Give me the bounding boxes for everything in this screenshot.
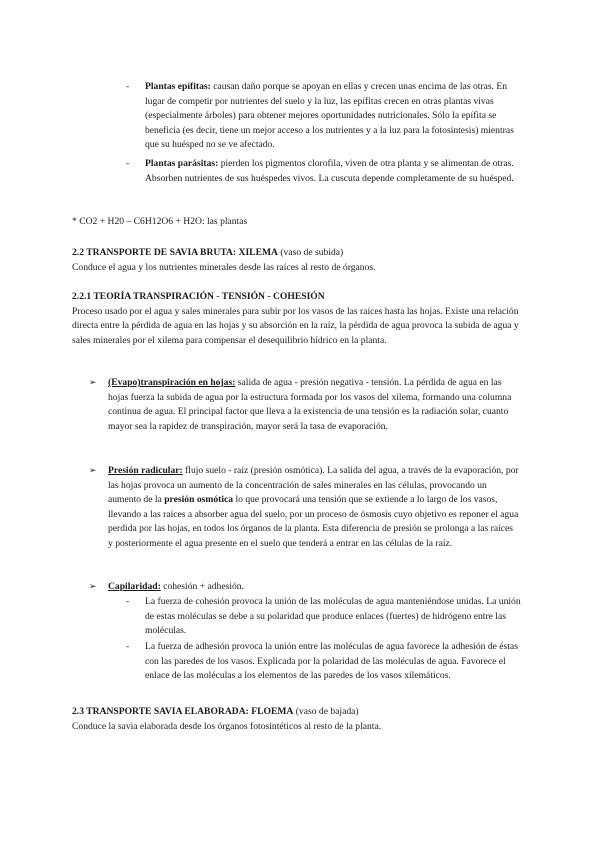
section-2-3 <box>72 705 532 734</box>
section-2-2-1-body: Proceso usado por el agua y sales minerales para subir por los vasos de las raíces hasta las hojas. Existe una relación directa entre la pérdida de agua en las hojas y su absorción en la raíz, la pérdida de agua provoca la subida de agua y sales minerales por el xilema para compensar el desequilibrio hídrico en la planta. <box>72 305 519 346</box>
term-parasitas: Plantas parásitas: <box>145 158 219 169</box>
section-2-3-subtitle: (vaso de bajada) <box>293 706 359 717</box>
term-capilaridad: Capilaridad: <box>108 581 161 592</box>
section-2-2-title: 2.2 TRANSPORTE DE SAVIA BRUTA: XILEMA <box>72 247 278 258</box>
text-adhesion: La fuerza de adhesión provoca la unión entre las moléculas de agua favorece la adhesión de éstas con las paredes de los vasos. Explicada por la polaridad de las moléculas de agua. Favorece el enlace de las moléculas a los elementos de las paredes de los vasos xilemáticos. <box>145 641 518 682</box>
section-2-2-1 <box>72 290 532 348</box>
dash-marker: - <box>126 641 130 652</box>
text-parasitas: pierden los pigmentos clorofila, viven de otra planta y se alimentan de otras. Absorben nutrientes de sus huéspedes vivos. La cuscuta depende completamente de su huésped. <box>145 158 514 184</box>
term-presion-osmotica: presión osmótica <box>164 494 234 506</box>
formula-note: * CO2 + H20 – C6H12O6 + H2O: las plantas <box>72 216 248 227</box>
arrow-marker-icon: ➢ <box>89 378 97 388</box>
bullet-presion-radicular <box>89 464 520 552</box>
list-item-parasitas <box>126 157 523 186</box>
bullet-capilaridad <box>89 580 520 595</box>
section-2-2 <box>72 246 532 275</box>
section-2-2-subtitle: (vaso de subida) <box>277 247 344 258</box>
section-2-3-body: Conduce la savia elaborada desde los órganos fotosintéticos al resto de la planta. <box>72 720 382 732</box>
section-2-3-title: 2.3 TRANSPORTE SAVIA ELABORADA: FLOEMA <box>72 706 294 717</box>
bullet-transpiracion <box>89 376 520 434</box>
sublist-item-adhesion <box>126 640 523 684</box>
text-presion-b: lo que provocará una tensión que se extiende a lo largo de los vasos, llevando a las raíces a absorber agua del suelo, por un proceso de ósmosis cuyo objetivo es reponer el agua perdida por las hojas, en todos los órganos de la planta. Esta diferencia de presión se prolonga a las raíces y posteriormente el agua presente en el suelo que tenderá a entrar en las células de la raíz. <box>108 494 519 549</box>
list-item-epifitas <box>126 80 523 153</box>
text-transpiracion: salida de agua - presión negativa - tensión. La pérdida de agua en las hojas fuerza la subida de agua por la estructura formada por los vasos del xilema, formando una columna continua de agua. El principal factor que lleva a la existencia de una tensión es la radiación solar, cuanto mayor sea la rapidez de transpiración, mayor será la tasa de evaporación. <box>108 377 512 432</box>
sublist-item-cohesion <box>126 595 523 639</box>
term-transpiracion: (Evapo)transpiración en hojas: <box>108 377 236 388</box>
dash-marker: - <box>126 158 130 169</box>
term-epifitas: Plantas epífitas: <box>145 81 211 92</box>
term-presion-radicular: Presión radicular: <box>108 465 183 476</box>
section-2-2-1-title: 2.2.1 TEORÍA TRANSPIRACIÓN - TENSIÓN - COHESIÓN <box>72 291 325 302</box>
dash-marker: - <box>126 596 130 607</box>
dash-marker: - <box>126 81 130 92</box>
arrow-marker-icon: ➢ <box>89 466 97 476</box>
text-epifitas: causan daño porque se apoyan en ellas y crecen unas encima de las otras. En lugar de competir por nutrientes del suelo y la luz, las epífitas crecen en otras plantas vivas (especialmente árboles) para obtener mejores oportunidades nutricionales. Sólo la epífita se beneficia (es decir, tiene un mejor acceso a los nutrientes y a la luz para la fotosíntesis) mientras que su huésped no se ve afectado. <box>145 81 514 151</box>
arrow-marker-icon: ➢ <box>89 582 97 592</box>
text-presion-a: flujo suelo - raíz (presión osmótica). La salida del agua, a través de la evaporación, por las hojas provoca un aumento de la concentración de sales minerales en las células, provocando un aumento de la <box>108 465 519 506</box>
text-capilaridad: cohesión + adhesión. <box>160 581 244 592</box>
text-cohesion: La fuerza de cohesión provoca la unión de las moléculas de agua manteniéndose unidas. La unión de estas moléculas se debe a su polaridad que produce enlaces (fuertes) de hidrógeno entre las moléculas. <box>145 596 521 637</box>
section-2-2-body: Conduce el agua y los nutrientes minerales desde las raíces al resto de órganos. <box>72 261 376 273</box>
